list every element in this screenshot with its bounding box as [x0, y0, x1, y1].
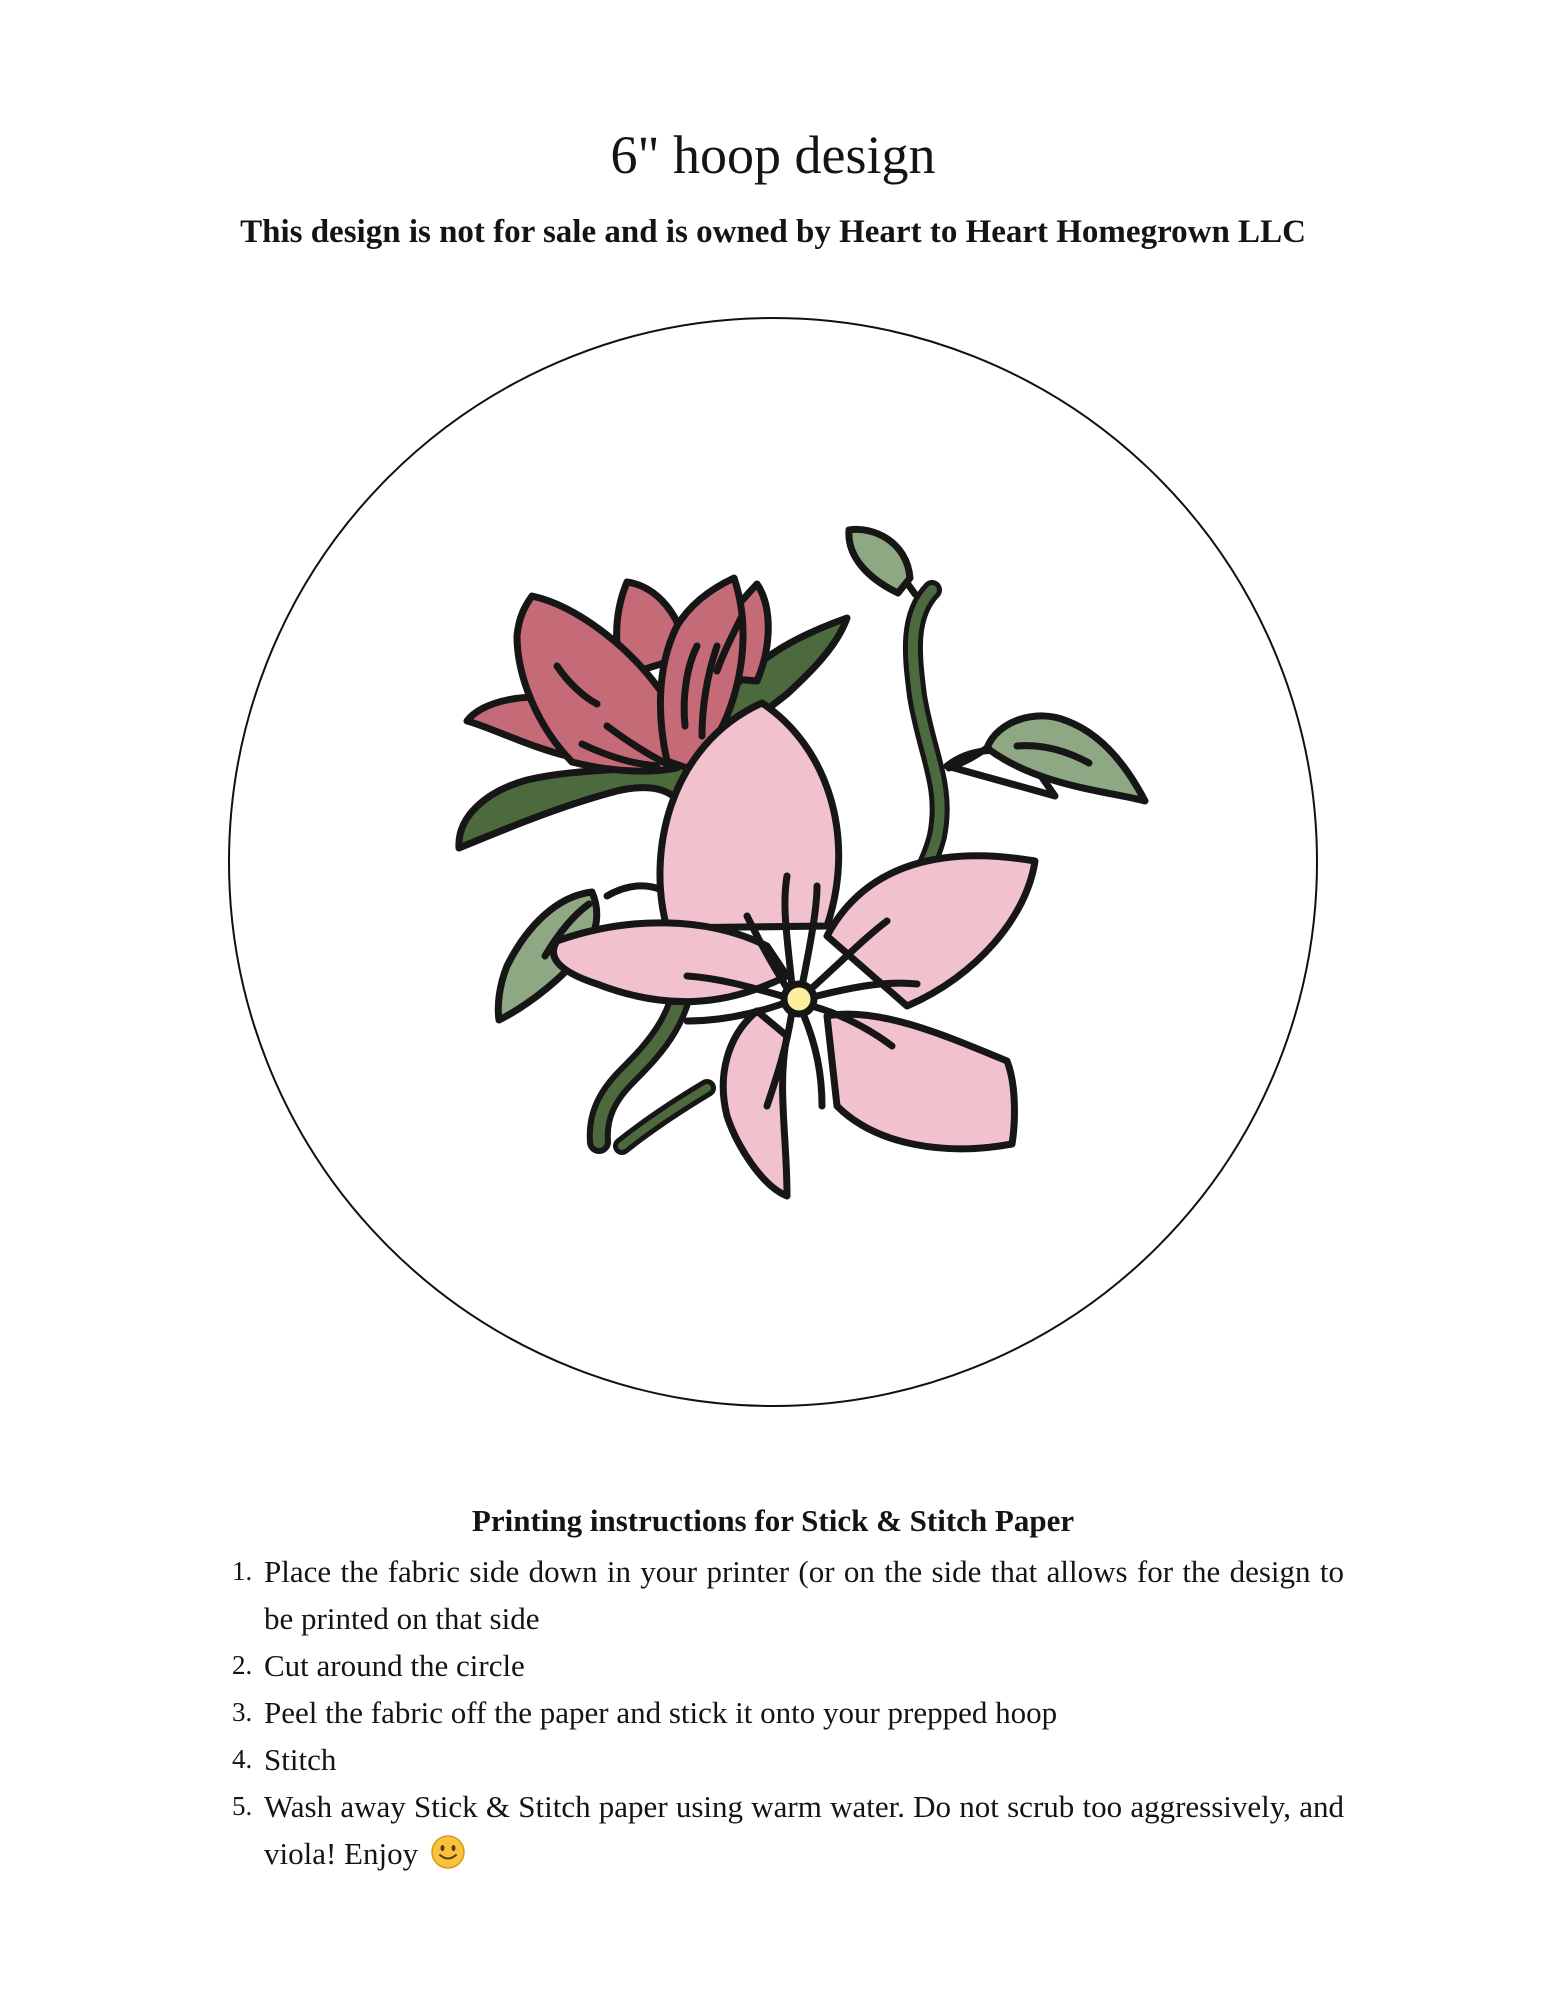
- slightly-smiling-face-icon: [430, 1834, 466, 1870]
- list-item: [232, 1736, 1344, 1783]
- flower-center: [784, 984, 814, 1014]
- floral-artwork: [459, 529, 1145, 1196]
- step-number: 4.: [232, 1744, 253, 1774]
- step-text: Peel the fabric off the paper and stick it onto your prepped hoop: [264, 1695, 1058, 1730]
- pink-petal-bottom-left: [723, 1011, 787, 1196]
- instructions-heading: Printing instructions for Stick & Stitch Paper: [471, 1503, 1075, 1538]
- step-number: 2.: [232, 1650, 253, 1680]
- top-leaf: [849, 529, 910, 593]
- pink-petal-right: [827, 856, 1035, 1006]
- step-text: Place the fabric side down in your printer (or on the side that allows for the design to be printed on that side: [264, 1554, 1344, 1636]
- step-number: 1.: [232, 1556, 253, 1586]
- list-item: [232, 1689, 1344, 1736]
- list-item: [232, 1548, 1344, 1642]
- page-title: 6" hoop design: [610, 125, 936, 185]
- step-number: 3.: [232, 1697, 253, 1727]
- list-item: [232, 1783, 1344, 1877]
- step-number: 5.: [232, 1791, 253, 1821]
- step-text: Wash away Stick & Stitch paper using warm water. Do not scrub too aggressively, and viola! Enjoy: [264, 1789, 1344, 1871]
- pink-petal-bottom-right: [827, 1014, 1014, 1149]
- list-item: [232, 1642, 1344, 1689]
- hoop-design-illustration: [227, 316, 1319, 1408]
- step-text: Cut around the circle: [264, 1648, 525, 1683]
- step-text: Stitch: [264, 1742, 337, 1777]
- instruction-steps-list: [232, 1548, 1344, 1877]
- ownership-notice: This design is not for sale and is owned by Heart to Heart Homegrown LLC: [240, 214, 1306, 250]
